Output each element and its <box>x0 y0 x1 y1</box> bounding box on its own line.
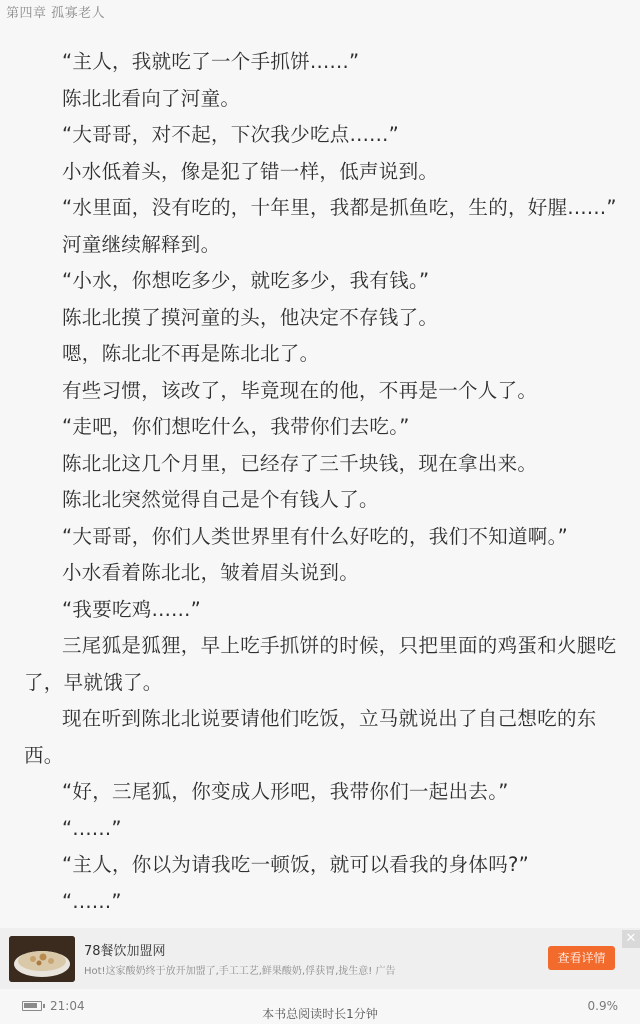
ad-close-icon[interactable]: ✕ <box>622 930 640 948</box>
clock-time: 21:04 <box>50 999 85 1013</box>
paragraph: 现在听到陈北北说要请他们吃饭，立马就说出了自己想吃的东西。 <box>24 707 597 767</box>
paragraph: 陈北北摸了摸河童的头，他决定不存钱了。 <box>62 305 439 329</box>
paragraph: “主人，我就吃了一个手抓饼......” <box>62 50 360 73</box>
paragraph: 有些习惯，该改了，毕竟现在的他，不再是一个人了。 <box>62 378 538 402</box>
view-details-button[interactable]: 查看详情 <box>548 946 615 970</box>
paragraph: 小水低着头，像是犯了错一样，低声说到。 <box>62 159 439 183</box>
paragraph: “......” <box>62 816 122 840</box>
paragraph: “......” <box>62 889 122 913</box>
paragraph: 小水看着陈北北，皱着眉头说到。 <box>62 561 360 584</box>
paragraph: “大哥哥，对不起，下次我少吃点......” <box>62 123 399 146</box>
paragraph: 河童继续解释到。 <box>62 232 221 256</box>
reading-progress: 0.9% <box>587 999 618 1013</box>
status-bar <box>0 989 640 1024</box>
ad-banner[interactable] <box>0 928 640 989</box>
ad-title: 78餐饮加盟网 <box>84 944 166 959</box>
paragraph: 嗯，陈北北不再是陈北北了。 <box>62 342 320 365</box>
paragraph: “我要吃鸡......” <box>62 597 201 621</box>
paragraph: 三尾狐是狐狸，早上吃手抓饼的时候，只把里面的鸡蛋和火腿吃了，早就饿了。 <box>24 634 617 694</box>
paragraph: “小水，你想吃多少，就吃多少，我有钱。” <box>62 269 430 292</box>
paragraph: “大哥哥，你们人类世界里有什么好吃的，我们不知道啊。” <box>62 524 569 548</box>
paragraph: “好，三尾狐，你变成人形吧，我带你们一起出去。” <box>62 780 509 803</box>
reading-time: 本书总阅读时长1分钟 <box>262 1007 378 1021</box>
paragraph: 陈北北突然觉得自己是个有钱人了。 <box>62 488 379 511</box>
paragraph: 陈北北看向了河童。 <box>62 86 241 110</box>
paragraph: “走吧，你们想吃什么，我带你们去吃。” <box>62 415 410 438</box>
paragraph: 陈北北这几个月里，已经存了三千块钱，现在拿出来。 <box>62 451 538 475</box>
ad-description: Hot!这家酸奶终于放开加盟了,手工工艺,鲜果酸奶,俘获胃,拢生意! 广告 <box>84 966 396 977</box>
chapter-content[interactable] <box>24 44 624 920</box>
chapter-title: 第四章 孤寡老人 <box>6 6 106 21</box>
ad-image[interactable] <box>9 936 75 982</box>
food-bowl-icon <box>9 936 75 982</box>
paragraph: “主人，你以为请我吃一顿饭，就可以看我的身体吗?” <box>62 853 530 876</box>
paragraph: “水里面，没有吃的，十年里，我都是抓鱼吃，生的，好腥......” <box>62 196 617 219</box>
